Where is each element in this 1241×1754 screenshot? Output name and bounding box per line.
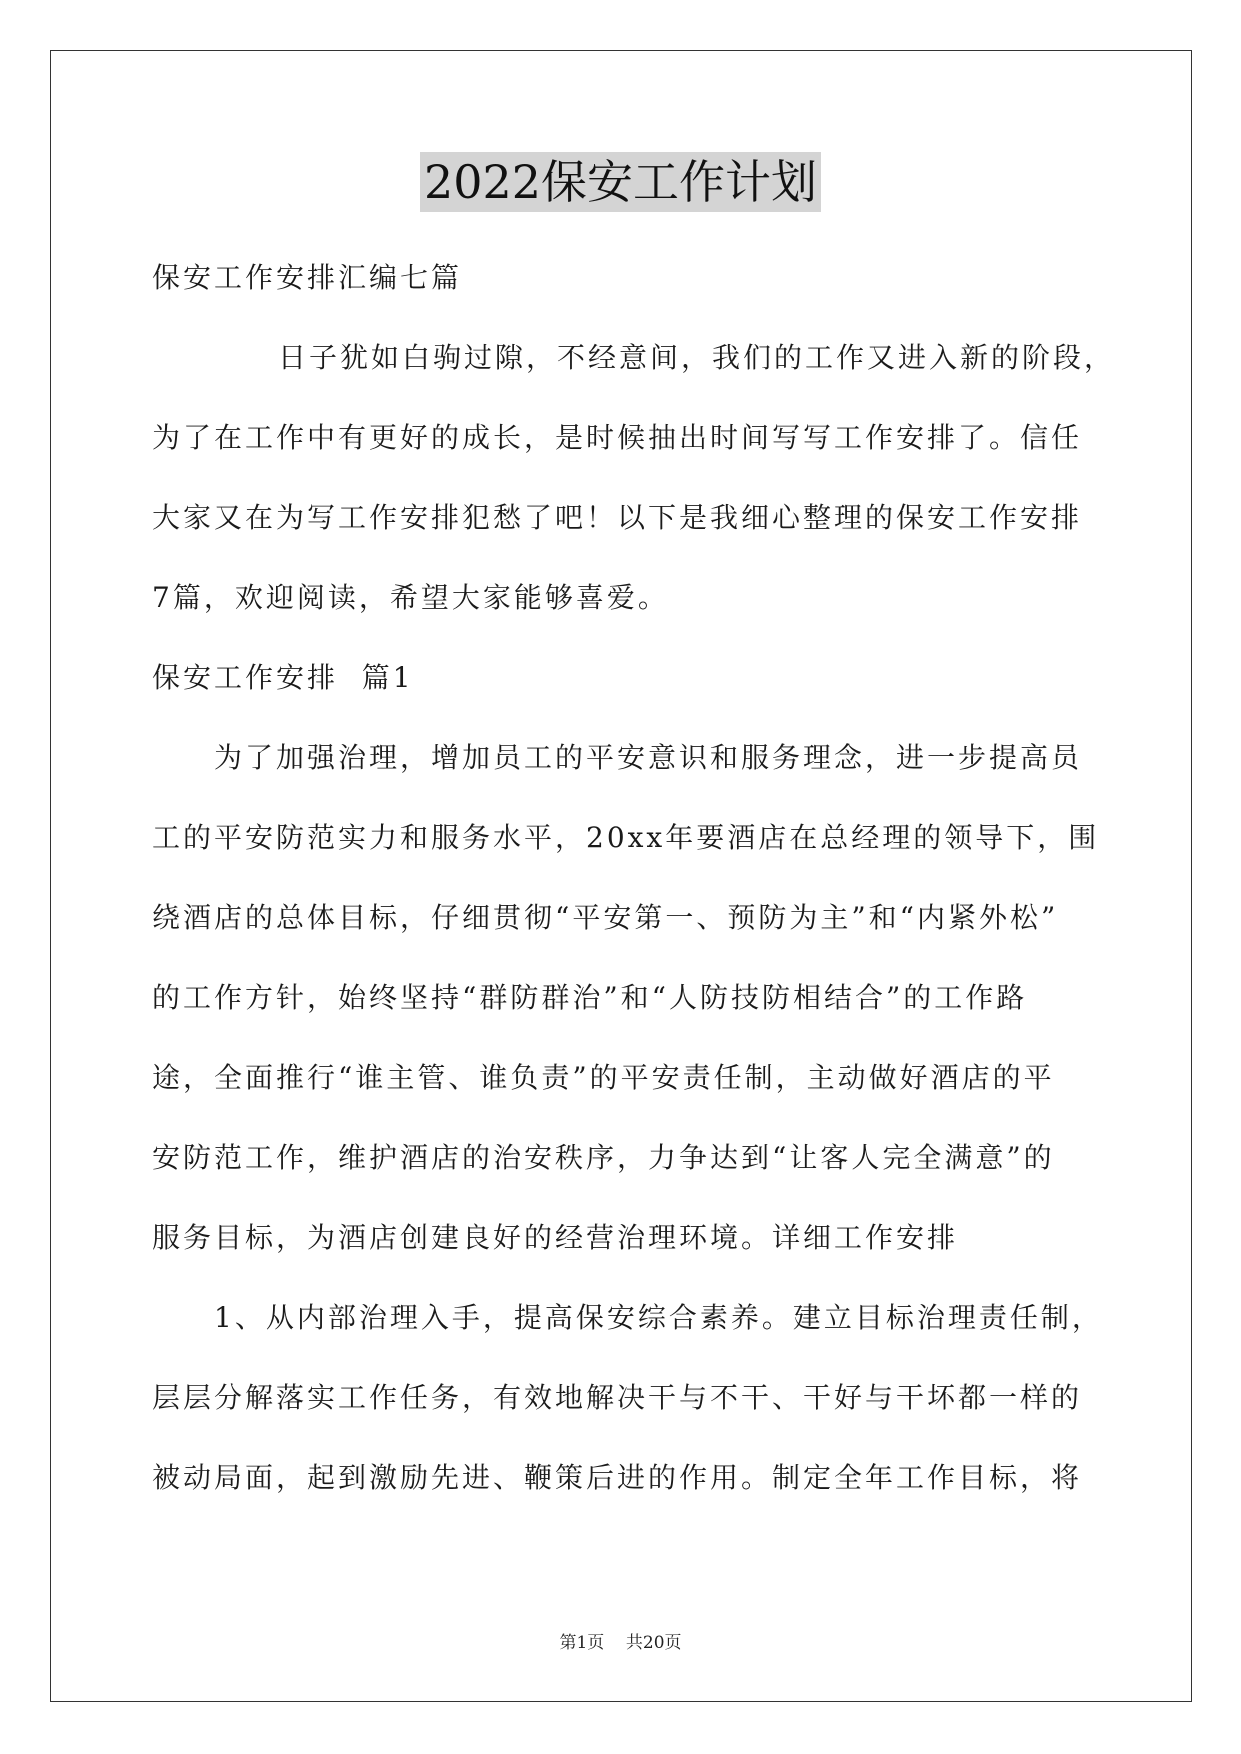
subtitle: 保安工作安排汇编七篇 [152,261,463,294]
paragraph-line: 安防范工作，维护酒店的治安秩序，力争达到“让客人完全满意”的 [152,1141,1055,1174]
page-number-footer: 第1页 共20页 [559,1633,682,1653]
paragraph-line: 层层分解落实工作任务，有效地解决干与不干、干好与干坏都一样的 [152,1381,1083,1414]
section-heading: 保安工作安排 篇1 [152,661,414,694]
paragraph-line: 工的平安防范实力和服务水平，20xx年要酒店在总经理的领导下，围 [152,821,1100,854]
intro-line: 7篇，欢迎阅读，希望大家能够喜爱。 [152,581,669,614]
document-body [152,238,1116,1518]
paragraph-line: 途，全面推行“谁主管、谁负责”的平安责任制，主动做好酒店的平 [152,1061,1055,1094]
intro-line: 日子犹如白驹过隙，不经意间，我们的工作又进入新的阶段， [278,341,1116,374]
paragraph-line: 1、从内部治理入手，提高保安综合素养。建立目标治理责任制， [214,1301,1103,1334]
document-title: 2022保安工作计划 [420,152,821,212]
paragraph-line: 服务目标，为酒店创建良好的经营治理环境。详细工作安排 [152,1221,959,1254]
paragraph-line: 被动局面，起到激励先进、鞭策后进的作用。制定全年工作目标，将 [152,1461,1083,1494]
paragraph-line: 为了加强治理，增加员工的平安意识和服务理念，进一步提高员 [214,741,1083,774]
intro-line: 为了在工作中有更好的成长，是时候抽出时间写写工作安排了。信任 [152,421,1083,454]
title-container [0,152,1241,212]
paragraph-line: 的工作方针，始终坚持“群防群治”和“人防技防相结合”的工作路 [152,981,1028,1014]
intro-line: 大家又在为写工作安排犯愁了吧！以下是我细心整理的保安工作安排 [152,501,1083,534]
paragraph-line: 绕酒店的总体目标，仔细贯彻“平安第一、预防为主”和“内紧外松” [152,901,1059,934]
